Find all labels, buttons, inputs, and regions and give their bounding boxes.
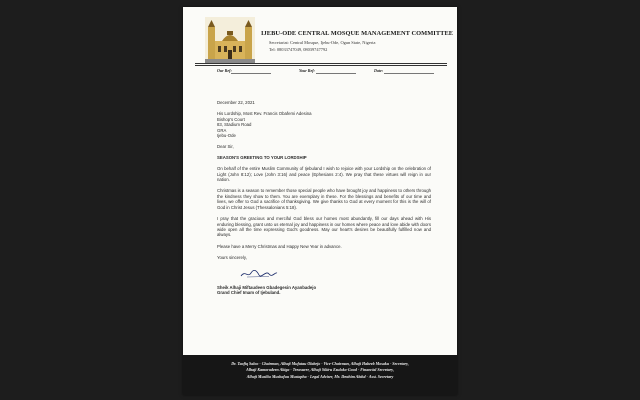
closing: Yours sincerely, (217, 255, 247, 261)
address-line: GRA (217, 127, 227, 133)
paragraph: On behalf of the entire Muslim Community of Ijebuland I wish to rejoice with your Lordship on the celebration of Light (John 8:12); Love (John 3:16) and peace (Ephesians 2:4). We pray that these virtues will reign in our nation. (217, 166, 431, 183)
committee-footer (183, 355, 457, 395)
mosque-logo (205, 17, 255, 63)
footer-line: Dr. Taofiq Saloo - Chairman, Alhaji Mufutau Olabejo - Vice-Chairman, Alhaji Habeeb Mosaku - Secretary, (231, 361, 409, 366)
letterhead-telephone: Tel: 08033747049, 08039747792 (269, 47, 328, 52)
your-ref-line (316, 73, 356, 74)
recipient-address (217, 111, 431, 138)
footer-line: Alhaji Kamorudeen Akiga - Treasurer, Alhaji Sikiru Ezuloko-Good - Financial Secretary, (246, 367, 394, 373)
letter-page (183, 7, 457, 395)
address-line: Bishop's Court (217, 116, 245, 122)
letter-date: December 22, 2021 (217, 100, 255, 105)
address-line: His Lordship, Most Rev. Francis Obafemi Adesina (217, 111, 312, 117)
letter-body (217, 100, 431, 295)
header-rule (195, 63, 447, 64)
footer-line: Alhaji Musiliu Mushafau Mustapha - Legal Adviser, Mr. Ibrahim Abdul - Asst. Secretary (246, 373, 394, 379)
paragraph: Christmas is a season to remember those special people who have brought joy and happiness to others through the kindness they show to them. You are exemplary in these. For the blessings and benefits of our time and lives, we offer to God a sacrifice of thanksgiving. We give thanks to God at every moment for this is the will of God in Christ Jesus (Thessalonians 5:18). (217, 188, 431, 210)
address-line: Ijebu-Ode (217, 133, 236, 139)
letterhead-secretariat: Secretariat: Central Mosque, Ijebu-Ode, Ogun State, Nigeria (269, 40, 376, 45)
signatory-name: Sheik Alhaji Miftaudeen Gbadegesin Ayanbadejo (217, 284, 317, 290)
our-ref-label: Our Ref: (217, 68, 232, 73)
paragraph: I pray that the gracious and merciful God bless our homes most abundantly, fill our days ahead with His enduring blessing, grant unto us eternal joy and happiness in our homes where peace and love abide with doors wide open all the time expressing God's goodness. May our heart's desires be beautifully fulfilled now and always. (217, 216, 431, 238)
letterhead-title: IJEBU-ODE CENTRAL MOSQUE MANAGEMENT COMMITTEE (261, 30, 454, 37)
signature-block (217, 267, 431, 296)
handwritten-signature (239, 269, 279, 279)
date-ref-label: Date: (374, 68, 384, 73)
letter-subject: SEASON'S GREETING TO YOUR LORDSHIP (217, 154, 307, 160)
date-ref-line (384, 73, 434, 74)
paragraph: Please have a Merry Christmas and Happy New Year in advance. (217, 243, 342, 249)
salutation: Dear Sir, (217, 144, 234, 150)
header-rule-thin (195, 65, 447, 66)
signatory-title: Grand Chief Imam of Ijebuland. (217, 289, 281, 295)
address-line: 83, Stadium Road (217, 122, 252, 128)
your-ref-label: Your Ref: (299, 68, 315, 73)
our-ref-line (231, 73, 271, 74)
